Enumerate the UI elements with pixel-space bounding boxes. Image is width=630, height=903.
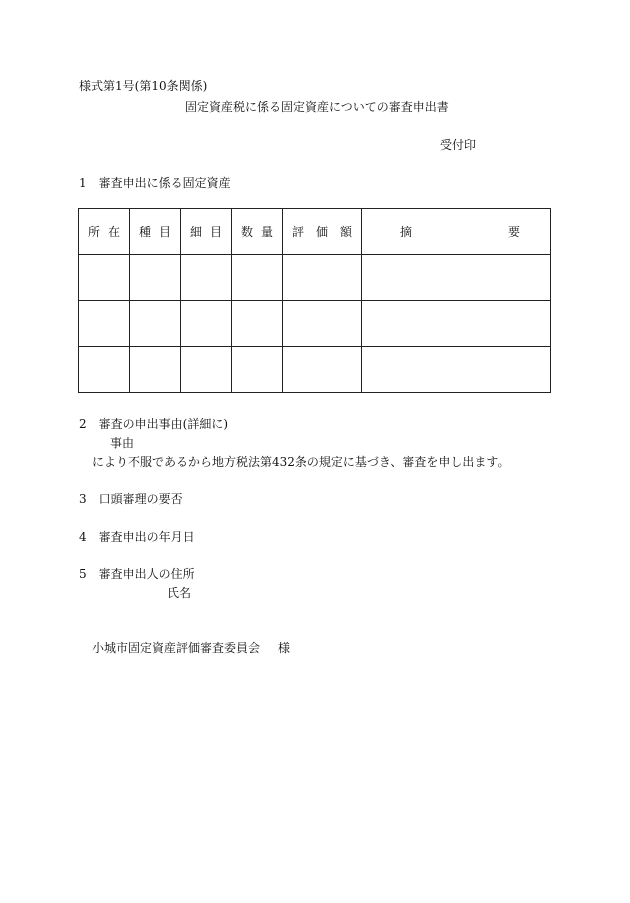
table-cell[interactable] [283,255,362,301]
appeal-statement: により不服であるから地方税法第432条の規定に基づき、審査を申し出ます。 [92,455,510,469]
header-subcategory: 細 目 [181,209,232,255]
table-cell[interactable] [130,301,181,347]
table-cell[interactable] [283,301,362,347]
table-cell[interactable] [79,301,130,347]
table-cell[interactable] [232,255,283,301]
receipt-stamp-label: 受付印 [440,138,477,152]
table-cell[interactable] [130,347,181,393]
table-cell[interactable] [283,347,362,393]
section2-heading: 2 審査の申出事由(詳細に) [79,417,228,431]
header-quantity: 数 量 [232,209,283,255]
section5-heading: 5 審査申出人の住所 [79,567,195,581]
header-location: 所 在 [79,209,130,255]
form-title: 固定資産税に係る固定資産についての審査申出書 [185,100,449,114]
table-cell[interactable] [232,301,283,347]
form-label: 様式第1号(第10条関係) [79,79,208,93]
table-cell[interactable] [79,255,130,301]
header-category: 種 目 [130,209,181,255]
header-remarks: 摘 要 [362,209,551,255]
table-cell[interactable] [181,301,232,347]
section1-heading: 1 審査申出に係る固定資産 [79,176,231,190]
table-cell[interactable] [79,347,130,393]
table-cell[interactable] [362,347,551,393]
fixed-asset-table [78,208,551,393]
table-cell[interactable] [232,347,283,393]
header-assessed-value: 評 価 額 [283,209,362,255]
table-cell[interactable] [181,347,232,393]
table-row [79,347,551,393]
table-cell[interactable] [362,255,551,301]
table-header-row [79,209,551,255]
table-cell[interactable] [362,301,551,347]
addressee-honorific: 様 [278,641,291,655]
table-cell[interactable] [181,255,232,301]
name-label: 氏名 [167,586,192,600]
table-row [79,255,551,301]
table-cell[interactable] [130,255,181,301]
section4-heading: 4 審査申出の年月日 [79,530,195,544]
reason-label: 事由 [110,436,135,450]
section3-heading: 3 口頭審理の要否 [79,492,183,506]
table-row [79,301,551,347]
committee-addressee: 小城市固定資産評価審査委員会 [92,641,261,655]
